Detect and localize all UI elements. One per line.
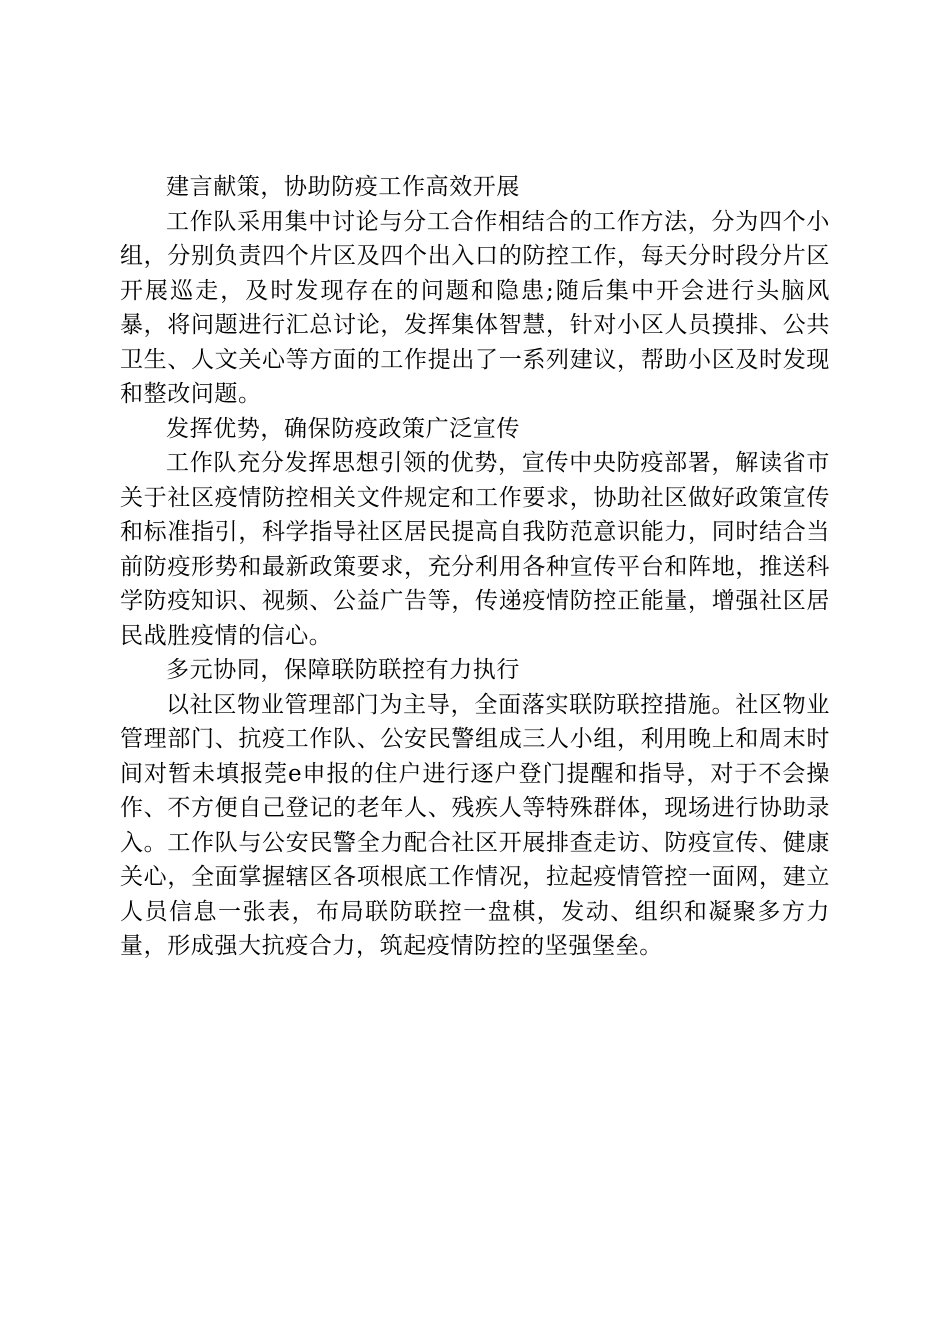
- section-heading-suggestions: 建言献策，协助防疫工作高效开展: [166, 174, 520, 200]
- section-heading-publicity: 发挥优势，确保防疫政策广泛宣传: [166, 415, 520, 442]
- section-paragraph-coordination: 以社区物业管理部门为主导，全面落实联防联控措施。社区物业管理部门、抗疫工作队、公安民警组成三人小组，利用晚上和周末时间对暂未填报莞e申报的住户进行逐户登门提醒和指导，对于不会操作、不方便自己登记的老年人、残疾人等特殊群体，现场进行协助录入。工作队与公安民警全力配合社区开展排查走访、防疫宣传、健康关心，全面掌握辖区各项根底工作情况，拉起疫情管控一面网，建立人员信息一张表，布局联防联控一盘棋，发动、组织和凝聚多方力量，形成强大抗疫合力，筑起疫情防控的坚强堡垒。: [120, 691, 830, 959]
- section-heading-coordination: 多元协同，保障联防联控有力执行: [166, 657, 520, 683]
- section-paragraph-suggestions: 工作队采用集中讨论与分工合作相结合的工作方法，分为四个小组，分别负责四个片区及四个出入口的防控工作，每天分时段分片区开展巡走，及时发现存在的问题和隐患;随后集中开会进行头脑风暴，将问题进行汇总讨论，发挥集体智慧，针对小区人员摸排、公共卫生、人文关心等方面的工作提出了一系列建议，帮助小区及时发现和整改问题。: [120, 208, 830, 407]
- section-paragraph-publicity: 工作队充分发挥思想引领的优势，宣传中央防疫部署，解读省市关于社区疫情防控相关文件规定和工作要求，协助社区做好政策宣传和标准指引，科学指导社区居民提高自我防范意识能力，同时结合当前防疫形势和最新政策要求，充分利用各种宣传平台和阵地，推送科学防疫知识、视频、公益广告等，传递疫情防控正能量，增强社区居民战胜疫情的信心。: [120, 450, 830, 649]
- document-body: [120, 170, 830, 964]
